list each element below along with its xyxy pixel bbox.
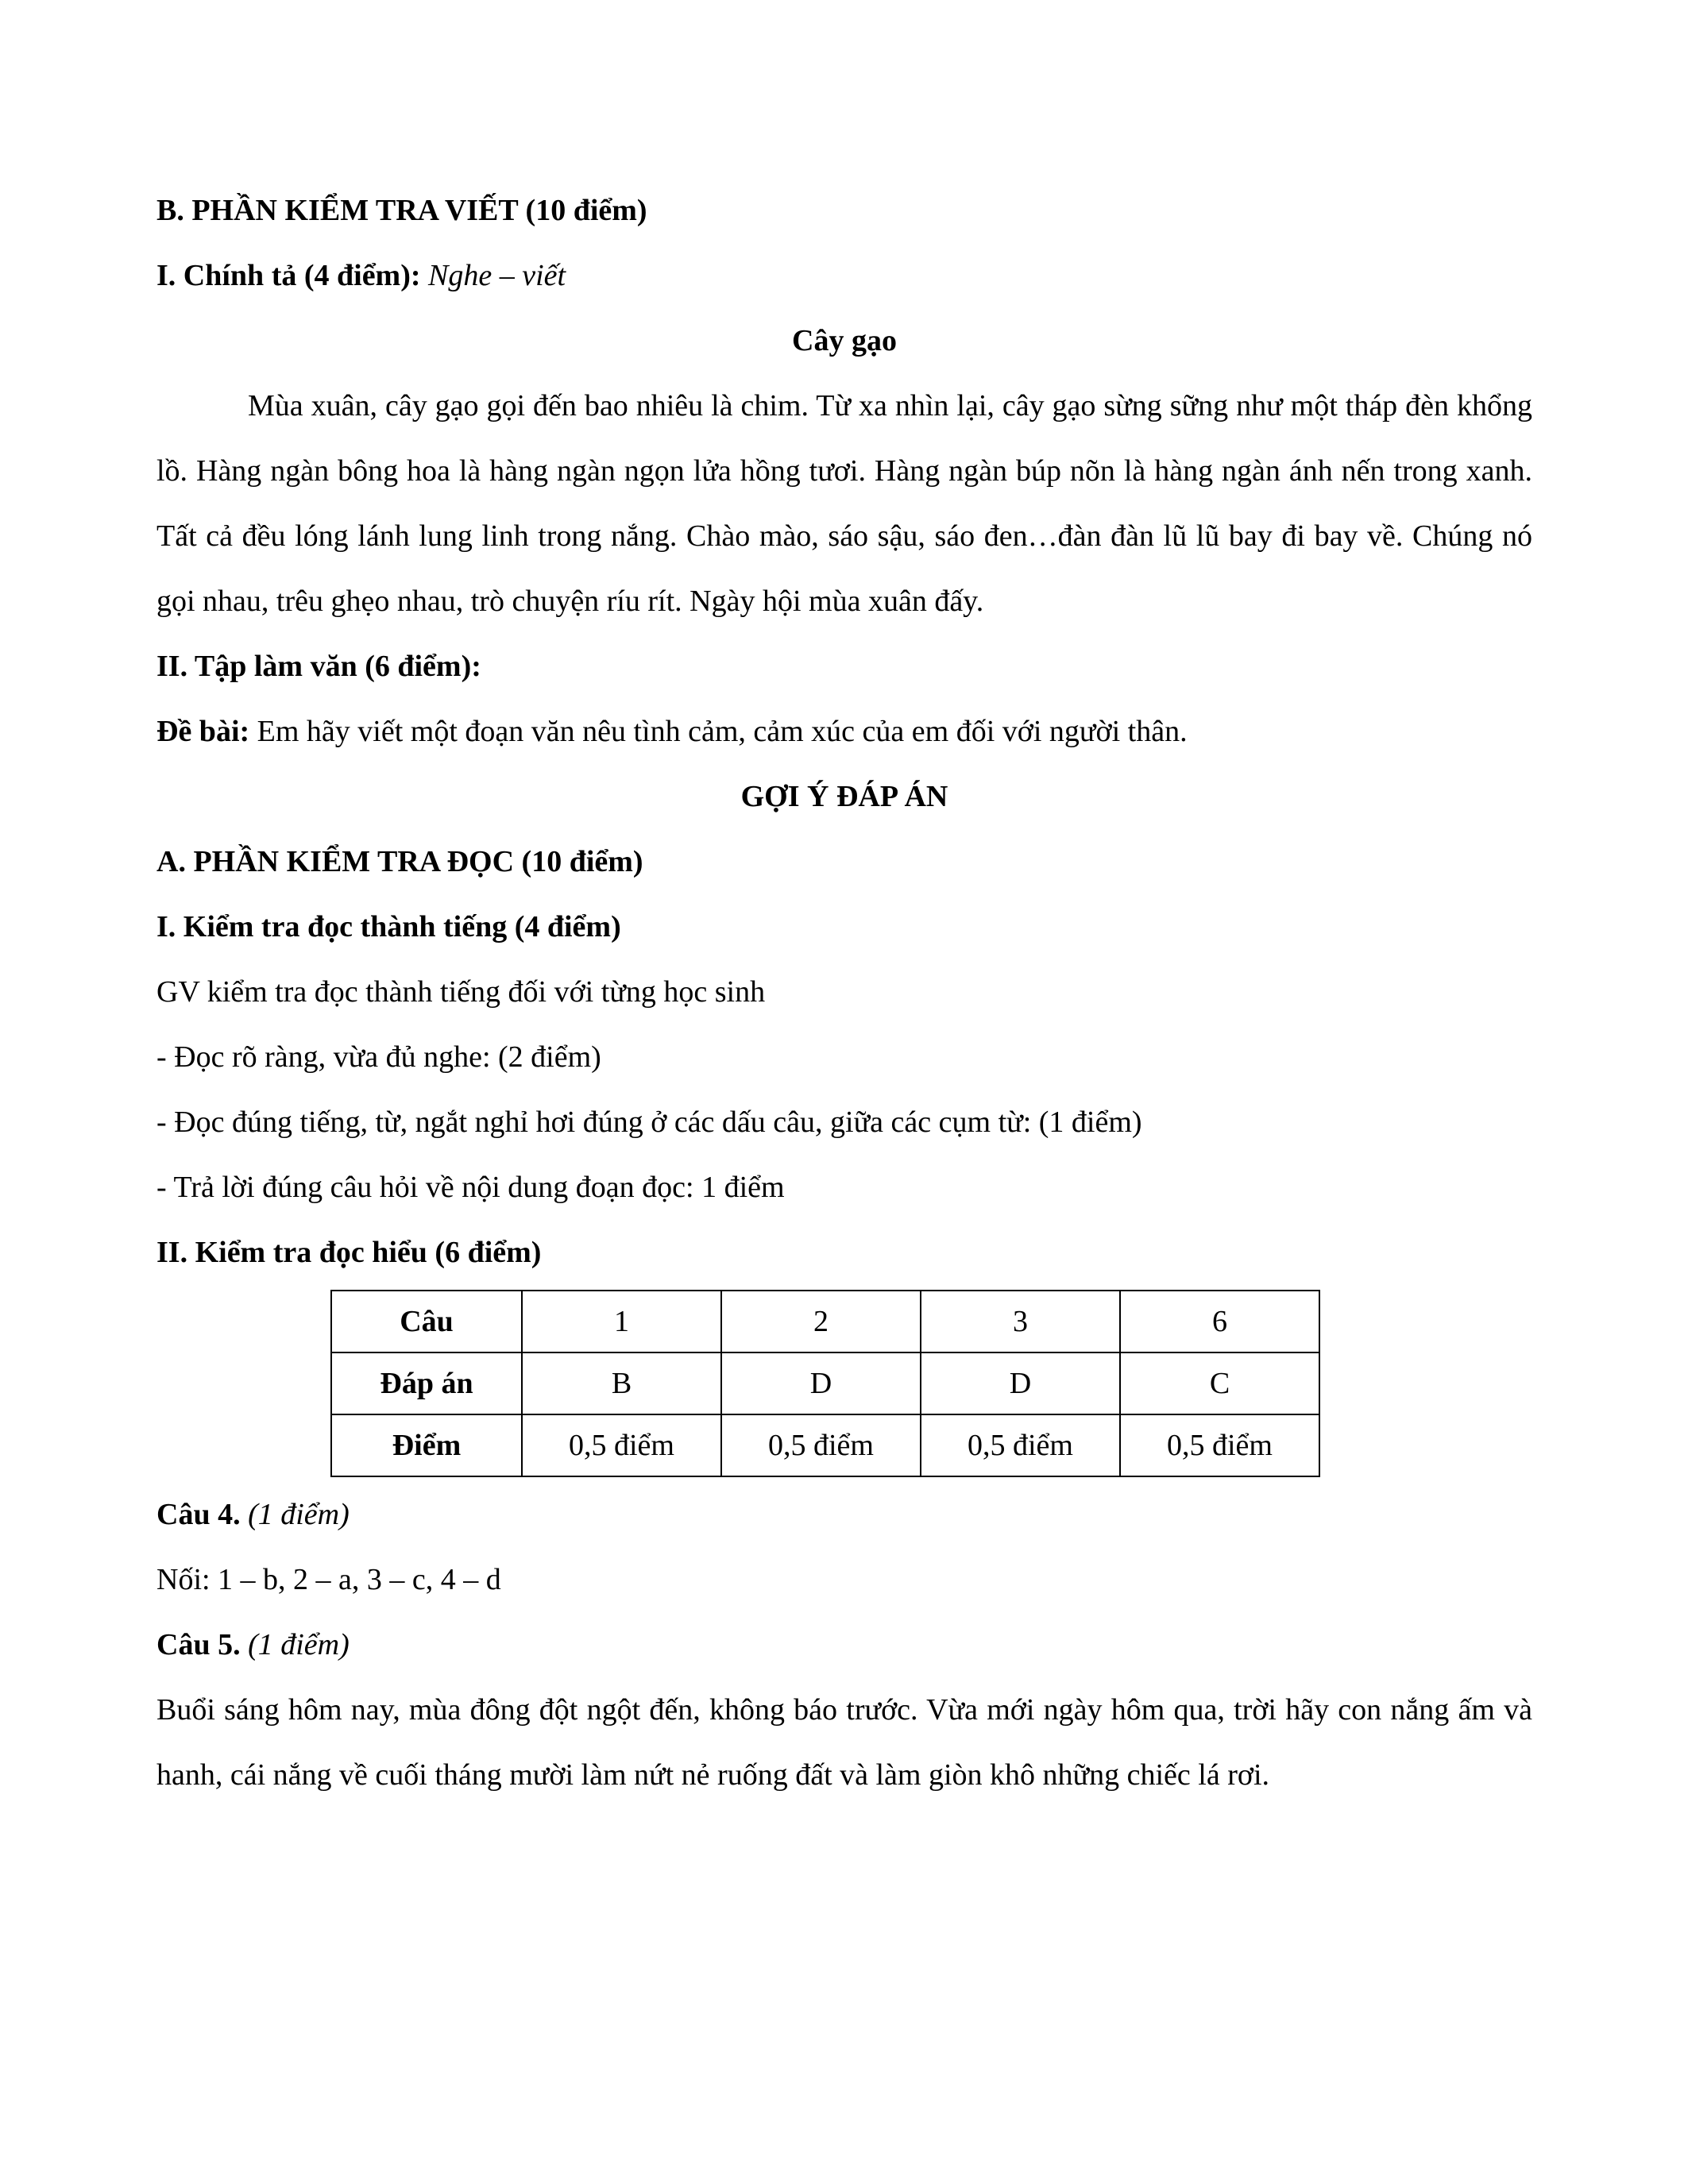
q4-points: (1 điểm) xyxy=(248,1498,350,1531)
criteria-line: - Trả lời đúng câu hỏi về nội dung đoạn đọc: 1 điểm xyxy=(156,1171,785,1204)
q4-heading xyxy=(156,1482,1532,1547)
dictation-paragraph: Mùa xuân, cây gạo gọi đến bao nhiêu là chim. Từ xa nhìn lại, cây gạo sừng sững như một tháp đèn khổng lồ. Hàng ngàn bông hoa là hàng ngàn ngọn lửa hồng tươi. Hàng ngàn búp nõn là hàng ngàn ánh nến trong xanh. Tất cả đều lóng lánh lung linh trong nắng. Chào mào, sáo sậu, sáo đen…đàn đàn lũ lũ bay đi bay về. Chúng nó gọi nhau, trêu ghẹo nhau, trò chuyện ríu rít. Ngày hội mùa xuân đấy. xyxy=(156,389,1532,618)
table-row xyxy=(331,1414,1319,1476)
q5-heading xyxy=(156,1612,1532,1677)
table-cell: 2 xyxy=(721,1291,921,1352)
chinh-ta-label: I. Chính tả (4 điểm): xyxy=(156,259,421,292)
essay-text: Em hãy viết một đoạn văn nêu tình cảm, cảm xúc của em đối với người thân. xyxy=(257,715,1188,748)
table-cell: 0,5 điểm xyxy=(921,1414,1120,1476)
answer-table xyxy=(330,1290,1320,1477)
part-b-title: B. PHẦN KIỂM TRA VIẾT (10 điểm) xyxy=(156,194,647,227)
criteria-line: GV kiểm tra đọc thành tiếng đối với từng học sinh xyxy=(156,975,766,1009)
table-cell: B xyxy=(522,1352,721,1414)
table-cell: 6 xyxy=(1120,1291,1319,1352)
chinh-ta-heading xyxy=(156,243,1532,308)
essay-line xyxy=(156,699,1532,764)
criteria-line: - Đọc rõ ràng, vừa đủ nghe: (2 điểm) xyxy=(156,1040,601,1074)
table-cell: 0,5 điểm xyxy=(1120,1414,1319,1476)
table-cell: Câu xyxy=(331,1291,522,1352)
table-cell: 3 xyxy=(921,1291,1120,1352)
table-row xyxy=(331,1291,1319,1352)
table-row xyxy=(331,1352,1319,1414)
table-cell: C xyxy=(1120,1352,1319,1414)
table-cell: 1 xyxy=(522,1291,721,1352)
q5-label: Câu 5. xyxy=(156,1628,241,1661)
chinh-ta-note: Nghe – viết xyxy=(428,259,566,292)
q5-points: (1 điểm) xyxy=(248,1628,350,1661)
table-cell: D xyxy=(921,1352,1120,1414)
table-cell: 0,5 điểm xyxy=(721,1414,921,1476)
reading-aloud-title: I. Kiểm tra đọc thành tiếng (4 điểm) xyxy=(156,910,621,943)
table-cell: D xyxy=(721,1352,921,1414)
table-cell: Điểm xyxy=(331,1414,522,1476)
criteria-line: - Đọc đúng tiếng, từ, ngắt nghỉ hơi đúng ở các dấu câu, giữa các cụm từ: (1 điểm) xyxy=(156,1106,1142,1139)
tap-lam-van-title: II. Tập làm văn (6 điểm): xyxy=(156,650,481,683)
table-cell: Đáp án xyxy=(331,1352,522,1414)
essay-label: Đề bài: xyxy=(156,715,250,748)
dictation-title: Cây gạo xyxy=(792,324,897,357)
answer-key-title: GỢI Ý ĐÁP ÁN xyxy=(740,780,948,813)
q4-label: Câu 4. xyxy=(156,1498,241,1531)
q5-answer: Buổi sáng hôm nay, mùa đông đột ngột đến, không báo trước. Vừa mới ngày hôm qua, trời hãy con nắng ấm và hanh, cái nắng về cuối tháng mười làm nứt nẻ ruống đất và làm giòn khô những chiếc lá rơi. xyxy=(156,1693,1532,1792)
part-a-title: A. PHẦN KIỂM TRA ĐỌC (10 điểm) xyxy=(156,845,643,878)
q4-answer: Nối: 1 – b, 2 – a, 3 – c, 4 – d xyxy=(156,1563,501,1596)
table-cell: 0,5 điểm xyxy=(522,1414,721,1476)
reading-comp-title: II. Kiểm tra đọc hiểu (6 điểm) xyxy=(156,1236,542,1269)
